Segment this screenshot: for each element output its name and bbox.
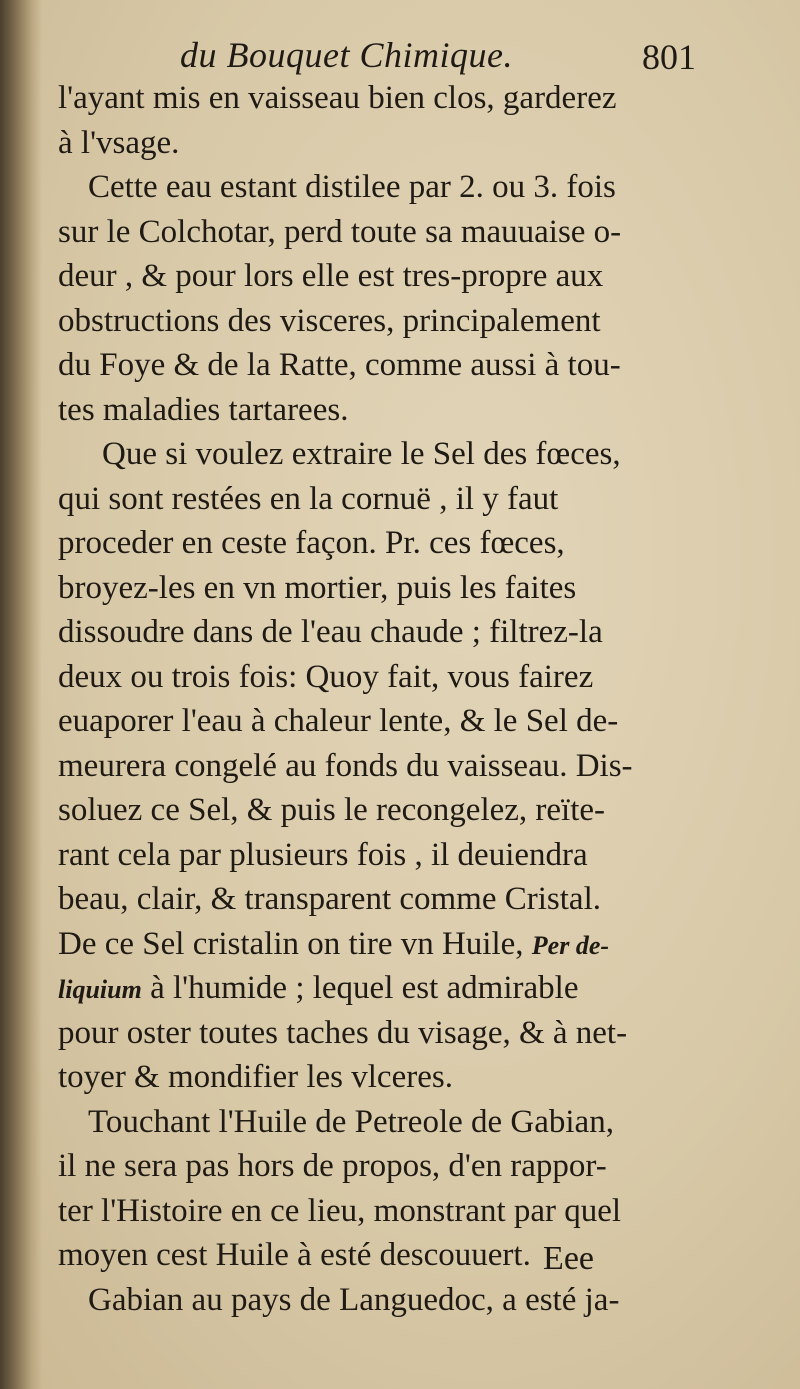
line-text: Touchant l'Huile de Petreole de Gabian,: [88, 1103, 614, 1140]
text-line: [58, 121, 708, 166]
line-text: moyen cest Huile à esté descouuert.: [58, 1237, 531, 1273]
line-text: soluez ce Sel, & puis le recongelez, reïte-: [58, 792, 606, 828]
text-line: [58, 1278, 708, 1323]
text-line: [58, 699, 708, 744]
line-text: l'ayant mis en vaisseau bien clos, garderez: [58, 80, 617, 116]
page-header: [0, 30, 800, 82]
text-line: [58, 477, 708, 522]
page-gutter-shadow: [0, 0, 42, 1389]
text-line: [58, 210, 708, 255]
text-line: [58, 299, 708, 344]
text-line: [58, 165, 708, 210]
text-line: [58, 833, 708, 878]
running-title: du Bouquet Chimique.: [180, 35, 513, 75]
line-text: meurera congelé au fonds du vaisseau. Dis-: [58, 747, 633, 784]
text-line: [58, 388, 708, 433]
line-text: Cette eau estant distilee par 2. ou 3. fois: [88, 169, 616, 205]
text-line: [58, 744, 708, 789]
line-text: à l'vsage.: [58, 124, 180, 161]
page-number: 801: [642, 37, 696, 77]
text-line: [58, 432, 708, 477]
line-text: beau, clair, & transparent comme Cristal.: [58, 881, 601, 917]
text-line: [58, 566, 708, 611]
text-line: [58, 655, 708, 700]
text-line: [58, 788, 708, 833]
body-text: [58, 76, 708, 1322]
line-text: sur le Colchotar, perd toute sa mauuaise o-: [58, 213, 622, 250]
line-text: du Foye & de la Ratte, comme aussi à tou-: [58, 347, 621, 383]
text-line: [58, 1144, 708, 1189]
catchword: Eee: [543, 1240, 594, 1277]
text-line: [58, 1189, 708, 1234]
line-text: Que si voulez extraire le Sel des fœces,: [102, 436, 621, 472]
italic-term: Per de-: [531, 930, 610, 960]
text-line: [58, 254, 708, 299]
line-text: tes maladies tartarees.: [58, 391, 349, 428]
line-text: rant cela par plusieurs fois , il deuiendra: [58, 836, 588, 873]
line-text: dissoudre dans de l'eau chaude ; filtrez-la: [58, 614, 603, 650]
line-text: il ne sera pas hors de propos, d'en rappor-: [58, 1148, 607, 1184]
line-text: obstructions des visceres, principalement: [58, 302, 601, 339]
line-text: broyez-les en vn mortier, puis les faites: [58, 569, 577, 606]
line-text: à l'humide ; lequel est admirable: [141, 970, 579, 1006]
text-line: [58, 922, 708, 967]
text-line: [58, 610, 708, 655]
line-text: Gabian au pays de Languedoc, a esté ja-: [88, 1281, 620, 1318]
text-line: [58, 343, 708, 388]
text-line: [58, 1011, 708, 1056]
text-line: [58, 1100, 708, 1145]
line-text: euaporer l'eau à chaleur lente, & le Sel de-: [58, 703, 619, 739]
text-line: [58, 1233, 708, 1278]
text-line: [58, 521, 708, 566]
line-text: qui sont restées en la cornuë , il y faut: [58, 480, 559, 517]
line-text: pour oster toutes taches du visage, & à net-: [58, 1014, 628, 1051]
text-line: [58, 877, 708, 922]
italic-term: liquium: [58, 975, 142, 1004]
line-text: deux ou trois fois: Quoy fait, vous fairez: [58, 658, 594, 695]
line-text: deur , & pour lors elle est tres-propre aux: [58, 258, 604, 294]
line-text: proceder en ceste façon. Pr. ces fœces,: [58, 525, 565, 561]
text-line: [58, 966, 708, 1011]
line-text: toyer & mondifier les vlceres.: [58, 1059, 453, 1095]
text-line: [58, 1055, 708, 1100]
line-text: ter l'Histoire en ce lieu, monstrant par quel: [58, 1192, 622, 1229]
text-line: [58, 76, 708, 121]
line-text: De ce Sel cristalin on tire vn Huile,: [58, 925, 532, 962]
